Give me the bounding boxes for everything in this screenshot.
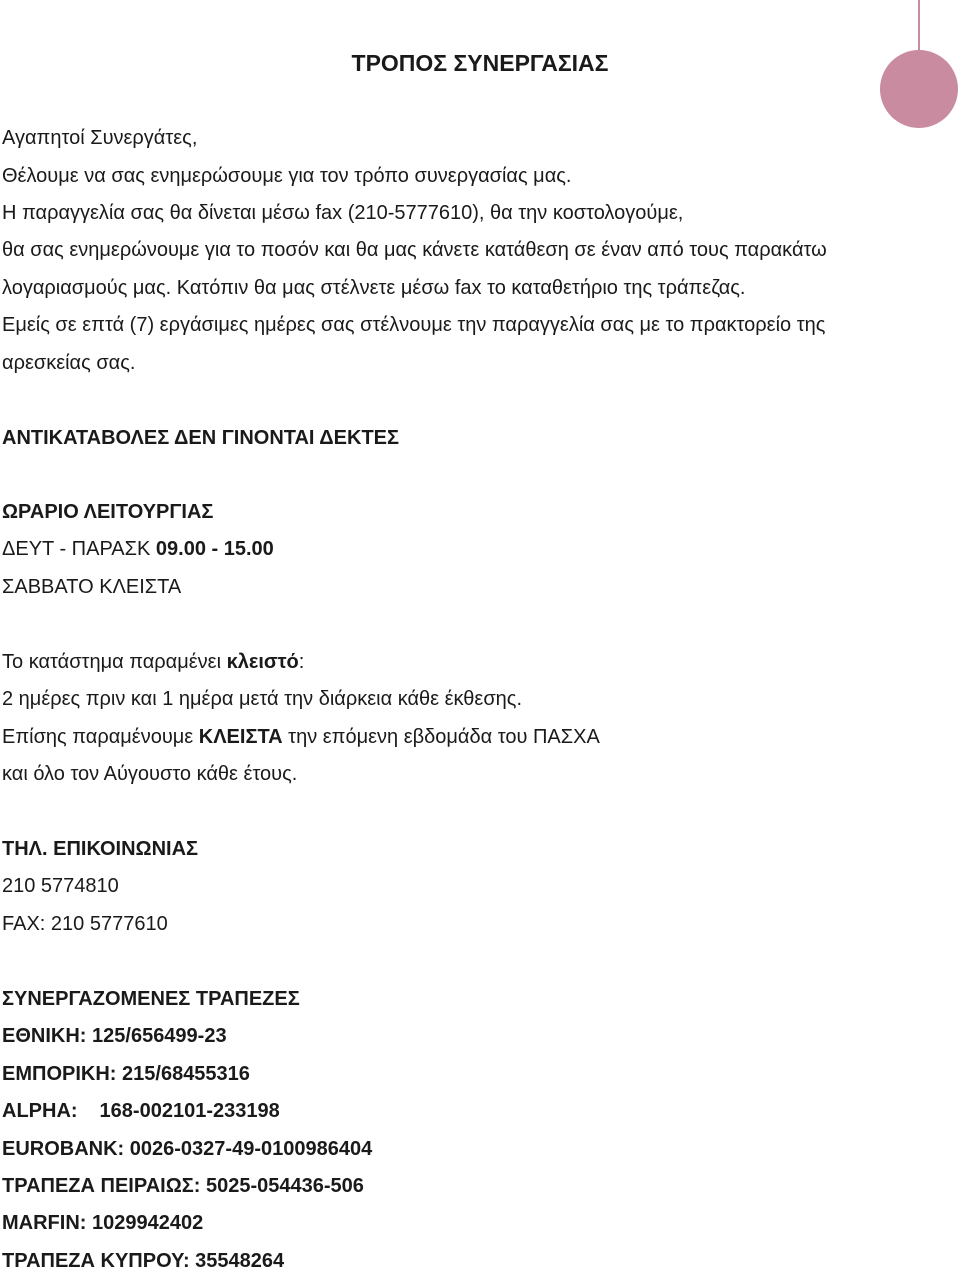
intro-line: Αγαπητοί Συνεργάτες, [2,127,198,149]
hours-heading: ΩΡΑΡΙΟ ΛΕΙΤΟΥΡΓΙΑΣ [2,501,214,523]
bank-name: ΤΡΑΠΕΖΑ ΚΥΠΡΟΥ: [2,1250,190,1272]
closure-line [2,725,600,749]
bank-row [2,1024,227,1048]
weekdays-time: 09.00 - 15.00 [155,538,274,560]
closure-text: την επόμενη εβδομάδα του ΠΑΣΧΑ [282,726,600,748]
bank-name: ΕΜΠΟΡΙΚΗ: [2,1063,117,1085]
bank-account: 5025-054436-506 [205,1175,364,1197]
intro-line: αρεσκείας σας. [2,352,136,374]
closure-text: Το κατάστημα παραμένει [2,651,227,673]
page-title: ΤΡΟΠΟΣ ΣΥΝΕΡΓΑΣΙΑΣ [351,50,609,76]
bank-row [2,1137,372,1161]
closure-text: : [298,651,305,673]
bank-account: 125/656499-23 [92,1025,227,1047]
banks-heading: ΣΥΝΕΡΓΑΖΟΜΕΝΕΣ ΤΡΑΠΕΖΕΣ [2,988,300,1010]
closure-line: και όλο τον Αύγουστο κάθε έτους. [2,763,298,785]
intro-line: θα σας ενημερώνουμε για το ποσόν και θα μας κάνετε κατάθεση σε έναν από τους παρακάτω [2,239,827,261]
bank-account: 35548264 [195,1250,285,1272]
hours-weekdays [2,537,274,561]
cod-notice: ΑΝΤΙΚΑΤΑΒΟΛΕΣ ΔΕΝ ΓΙΝΟΝΤΑΙ ΔΕΚΤΕΣ [2,427,400,449]
bank-row [2,1249,284,1273]
closure-bold: κλειστό [226,651,299,673]
bank-name: ALPHA: [2,1100,78,1122]
closure-line: 2 ημέρες πριν και 1 ημέρα μετά την διάρκεια κάθε έκθεσης. [2,688,522,710]
bank-name: ΤΡΑΠΕΖΑ ΠΕΙΡΑΙΩΣ: [2,1175,201,1197]
contact-fax: FAX: 210 5777610 [2,913,168,935]
bank-account: 0026-0327-49-0100986404 [129,1138,373,1160]
closure-text: Επίσης παραμένουμε [2,726,199,748]
bank-row [2,1174,364,1198]
closure-bold: ΚΛΕΙΣΤΑ [198,726,283,748]
bank-name: ΕΘΝΙΚΗ: [2,1025,87,1047]
hours-saturday: ΣΑΒΒΑΤΟ ΚΛΕΙΣΤΑ [2,576,182,598]
bank-row [2,1062,250,1086]
bank-name: EUROBANK: [2,1138,125,1160]
weekdays-label: ΔΕΥΤ - ΠΑΡΑΣΚ [2,538,156,560]
intro-line: λογαριασμούς μας. Κατόπιν θα μας στέλνετε μέσω fax το καταθετήριο της τράπεζας. [2,277,746,299]
bank-row [2,1211,203,1235]
contact-heading: ΤΗΛ. ΕΠΙΚΟΙΝΩΝΙΑΣ [2,838,199,860]
closure-line [2,650,304,674]
bank-account: 1029942402 [92,1212,204,1234]
intro-line: Εμείς σε επτά (7) εργάσιμες ημέρες σας στέλνουμε την παραγγελία σας με το πρακτορείο της [2,314,826,336]
bank-account: 215/68455316 [122,1063,250,1085]
contact-phone: 210 5774810 [2,875,119,897]
bank-row [2,1099,280,1123]
bank-account: 168-002101-233198 [99,1100,280,1122]
intro-line: Η παραγγελία σας θα δίνεται μέσω fax (210-5777610), θα την κοστολογούμε, [2,202,684,224]
intro-line: Θέλουμε να σας ενημερώσουμε για τον τρόπο συνεργασίας μας. [2,165,572,187]
bank-name: MARFIN: [2,1212,87,1234]
